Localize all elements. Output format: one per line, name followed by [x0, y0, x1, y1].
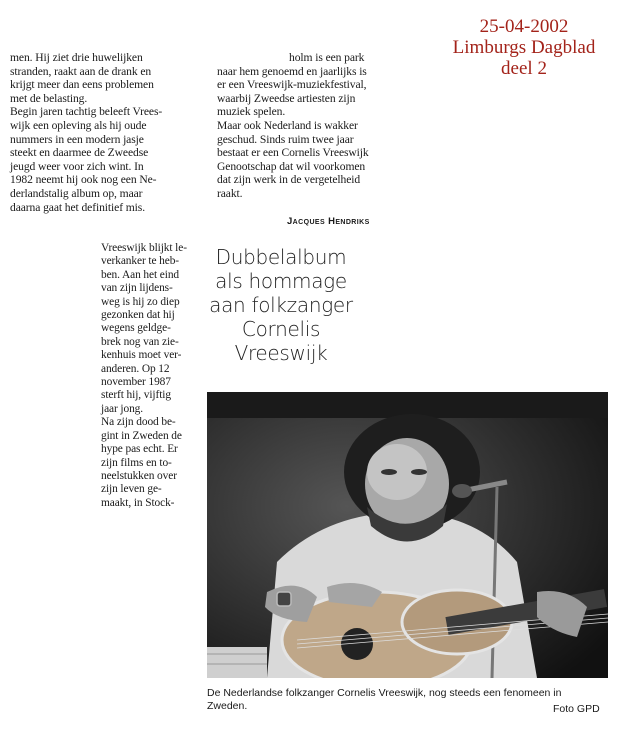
text-line: geschud. Sinds ruim twee jaar — [217, 132, 354, 146]
text-line: ben. Aan het eind — [101, 268, 180, 281]
text-line: anderen. Op 12 — [101, 362, 170, 375]
text-line: zijn leven ge- — [101, 483, 162, 496]
text-line: Na zijn dood be- — [101, 416, 176, 429]
text-line: wegens geldge- — [101, 322, 171, 335]
text-line: Vreeswijk blijkt le- — [101, 242, 187, 254]
text-line: gezonken dat hij — [101, 309, 175, 322]
article-photo — [207, 392, 608, 678]
text-line: er een Vreeswijk-muziekfestival, — [217, 78, 367, 92]
text-line: Maar ook Nederland is wakker — [217, 118, 358, 132]
text-line: november 1987 — [101, 376, 171, 389]
text-line: Begin jaren tachtig beleeft Vrees- — [10, 105, 163, 119]
text-line: derlandstalig album op, maar — [10, 186, 143, 200]
author-byline: Jacques Hendriks — [287, 216, 370, 227]
text-line: waarbij Zweedse artiesten zijn — [217, 91, 356, 105]
article-column-middle — [101, 242, 187, 510]
text-line: verkanker te heb- — [101, 255, 179, 268]
text-line: zijn films en to- — [101, 456, 172, 469]
photo-caption: De Nederlandse folkzanger Cornelis Vreeswijk, nog steeds een fenomeen in Zweden. — [207, 687, 562, 712]
text-line: bestaat er een Cornelis Vreeswijk — [217, 146, 369, 160]
text-line: nummers in een modern jasje — [10, 132, 144, 146]
text-line: krijgt meer dan eens problemen — [10, 78, 154, 92]
text-line: dat zijn werk in de vergetelheid — [217, 173, 361, 187]
headline-line: Vreeswijk — [234, 341, 328, 365]
headline-line: aan folkzanger — [209, 293, 353, 317]
text-line: 1982 neemt hij ook nog een Ne- — [10, 173, 157, 187]
text-line: Genootschap dat wil voorkomen — [217, 159, 366, 173]
text-line: weg is hij zo diep — [101, 295, 180, 308]
photo-credit: Foto GPD — [553, 703, 600, 715]
text-line: brek nog van zie- — [101, 335, 179, 348]
text-line: met de belasting. — [10, 91, 88, 105]
text-line: men. Hij ziet drie huwelijken — [10, 51, 143, 64]
text-line: sterft hij, vijftig — [101, 389, 171, 402]
text-line: wijk een opleving als hij oude — [10, 118, 147, 132]
stamp-date: 25-04-2002 — [479, 16, 569, 37]
text-line: raakt. — [217, 186, 243, 200]
text-line: gint in Zweden de — [101, 429, 182, 442]
archive-stamp — [424, 16, 624, 79]
headline-line: als hommage — [215, 269, 347, 293]
text-line: jeugd weer voor zich wint. In — [10, 159, 144, 173]
text-line: muziek spelen. — [217, 105, 286, 119]
text-line: daarna gaat het definitief mis. — [10, 200, 146, 214]
photo-illustration — [207, 392, 608, 678]
text-line: jaar jong. — [101, 402, 144, 415]
text-line: hype pas echt. Er — [101, 443, 178, 456]
article-headline — [196, 245, 366, 365]
text-line: holm is een park — [289, 51, 365, 64]
headline-line: Cornelis — [241, 317, 321, 341]
text-line: van zijn lijdens- — [101, 282, 173, 295]
article-column-right — [217, 51, 369, 201]
text-line: neelstukken over — [101, 469, 177, 482]
text-line: kenhuis moet ver- — [101, 349, 182, 362]
text-line: maakt, in Stock- — [101, 496, 175, 509]
text-line: stranden, raakt aan de drank en — [10, 64, 152, 78]
text-line: steekt en daarmee de Zweedse — [10, 146, 149, 160]
stamp-newspaper: Limburgs Dagblad — [452, 37, 596, 58]
article-column-left — [10, 51, 162, 214]
headline-line: Dubbelalbum — [215, 245, 347, 269]
stamp-part: deel 2 — [501, 58, 547, 79]
text-line: naar hem genoemd en jaarlijks is — [217, 64, 367, 78]
